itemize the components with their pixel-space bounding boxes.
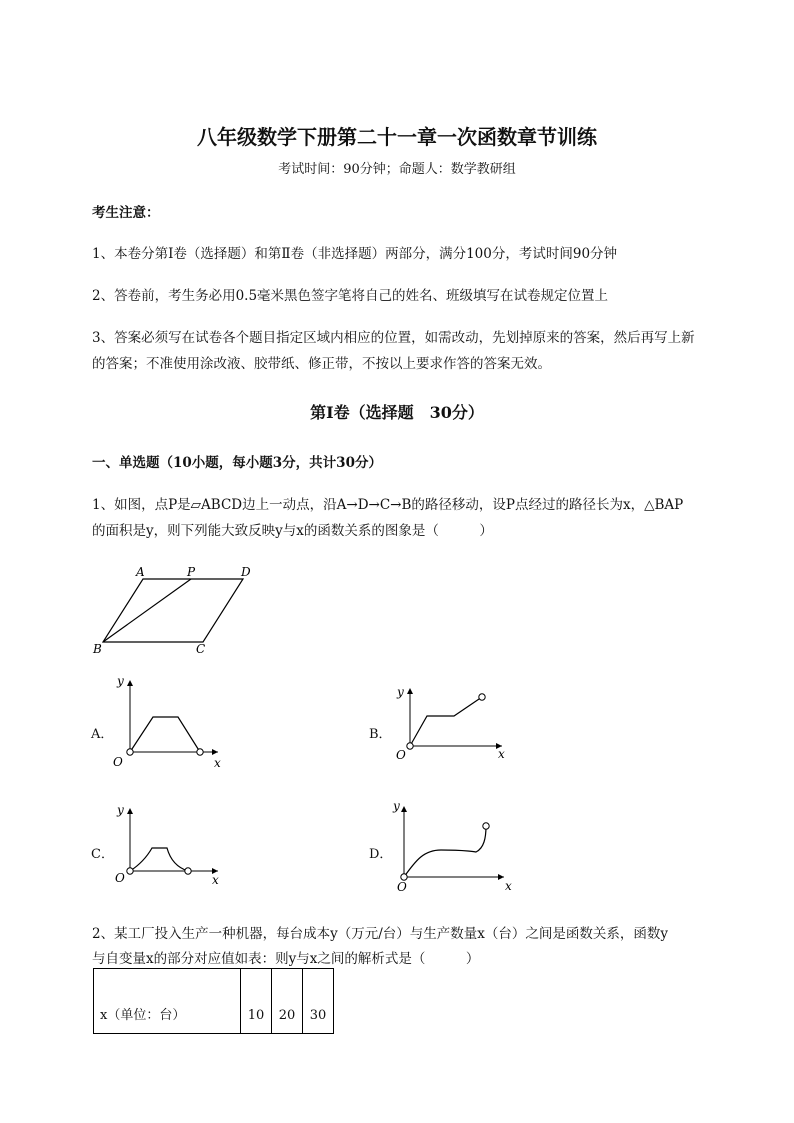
option-c-label[interactable]: C． — [91, 847, 114, 862]
y-axis-arrow — [127, 808, 133, 814]
y-axis-arrow — [127, 680, 133, 686]
notice-item-3: 3、答案必须写在试卷各个题目指定区域内相应的位置，如需改动，先划掉原来的答案，然后再写上新 — [92, 330, 695, 346]
option-a-label[interactable]: A． — [91, 727, 114, 742]
y-axis-label: y — [397, 685, 404, 699]
question-1-line-1: 1、如图，点P是▱ABCD边上一动点，沿A→D→C→B的路径移动，设P点经过的路径长为x，△BAP — [92, 497, 684, 513]
option-b-curve — [410, 697, 482, 746]
vertex-label-c: C — [196, 642, 206, 656]
option-d-label[interactable]: D． — [369, 847, 393, 862]
table-cell: 10 — [241, 969, 272, 1034]
question-1-line-2: 的面积是y，则下列能大致反映y与x的函数关系的图象是（ ） — [92, 523, 493, 539]
origin-label: O — [115, 871, 125, 885]
end-open-point — [197, 749, 203, 755]
y-axis-label: y — [393, 799, 400, 813]
parallelogram-figure — [88, 560, 268, 660]
y-axis-label: y — [117, 803, 124, 817]
notice-item-3-cont: 的答案；不准使用涂改液、胶带纸、修正带，不按以上要求作答的答案无效。 — [92, 356, 551, 372]
notice-item-1: 1、本卷分第I卷（选择题）和第Ⅱ卷（非选择题）两部分，满分100分，考试时间90分钟 — [92, 246, 618, 262]
segment-bp — [103, 579, 191, 642]
option-b-label[interactable]: B． — [369, 727, 392, 742]
parallelogram-abcd — [103, 579, 243, 642]
notice-heading: 考生注意： — [92, 205, 160, 221]
end-open-point — [479, 694, 485, 700]
page-title: 八年级数学下册第二十一章一次函数章节训练 — [197, 125, 597, 149]
vertex-label-a: A — [136, 565, 145, 579]
table-row — [94, 969, 334, 1034]
y-axis-arrow — [407, 688, 413, 694]
part-heading: 一、单选题（10小题，每小题3分，共计30分） — [92, 455, 382, 471]
option-a-graph — [108, 672, 238, 772]
y-axis-arrow — [401, 806, 407, 812]
option-d-graph — [386, 798, 526, 898]
origin-label: O — [397, 880, 407, 894]
question-2-line-1: 2、某工厂投入生产一种机器，每台成本y（万元/台）与生产数量x（台）之间是函数关系，函数y — [92, 926, 669, 942]
option-b-graph — [390, 680, 520, 770]
origin-open-point — [407, 743, 413, 749]
notice-item-2: 2、答卷前，考生务必用0.5毫米黑色签字笔将自己的姓名、班级填写在试卷规定位置上 — [92, 288, 609, 304]
vertex-label-d: D — [241, 565, 251, 579]
x-axis-arrow — [498, 874, 504, 880]
vertex-label-b: B — [93, 642, 102, 656]
exam-info: 考试时间：90分钟；命题人：数学教研组 — [278, 162, 516, 177]
origin-label: O — [396, 748, 406, 762]
end-open-point — [483, 823, 489, 829]
x-axis-label: x — [212, 873, 219, 887]
table-cell: 20 — [272, 969, 303, 1034]
origin-open-point — [127, 868, 133, 874]
table-header-cell: x（单位：台） — [94, 969, 241, 1034]
option-d-curve — [404, 826, 486, 877]
x-axis-label: x — [505, 879, 512, 893]
origin-label: O — [113, 755, 123, 769]
origin-open-point — [127, 749, 133, 755]
option-c-curve — [130, 848, 188, 871]
table-cell: 30 — [303, 969, 334, 1034]
section-title: 第I卷（选择题 30分） — [310, 403, 484, 422]
x-axis-arrow — [212, 749, 218, 755]
x-axis-label: x — [498, 747, 505, 761]
question-2-line-2: 与自变量x的部分对应值如表：则y与x之间的解析式是（ ） — [92, 951, 480, 967]
point-label-p: P — [187, 565, 196, 579]
option-c-graph — [108, 800, 238, 890]
end-open-point — [185, 868, 191, 874]
x-axis-label: x — [214, 756, 221, 770]
y-axis-label: y — [117, 674, 124, 688]
option-a-curve — [130, 717, 200, 752]
value-table — [93, 968, 334, 1034]
